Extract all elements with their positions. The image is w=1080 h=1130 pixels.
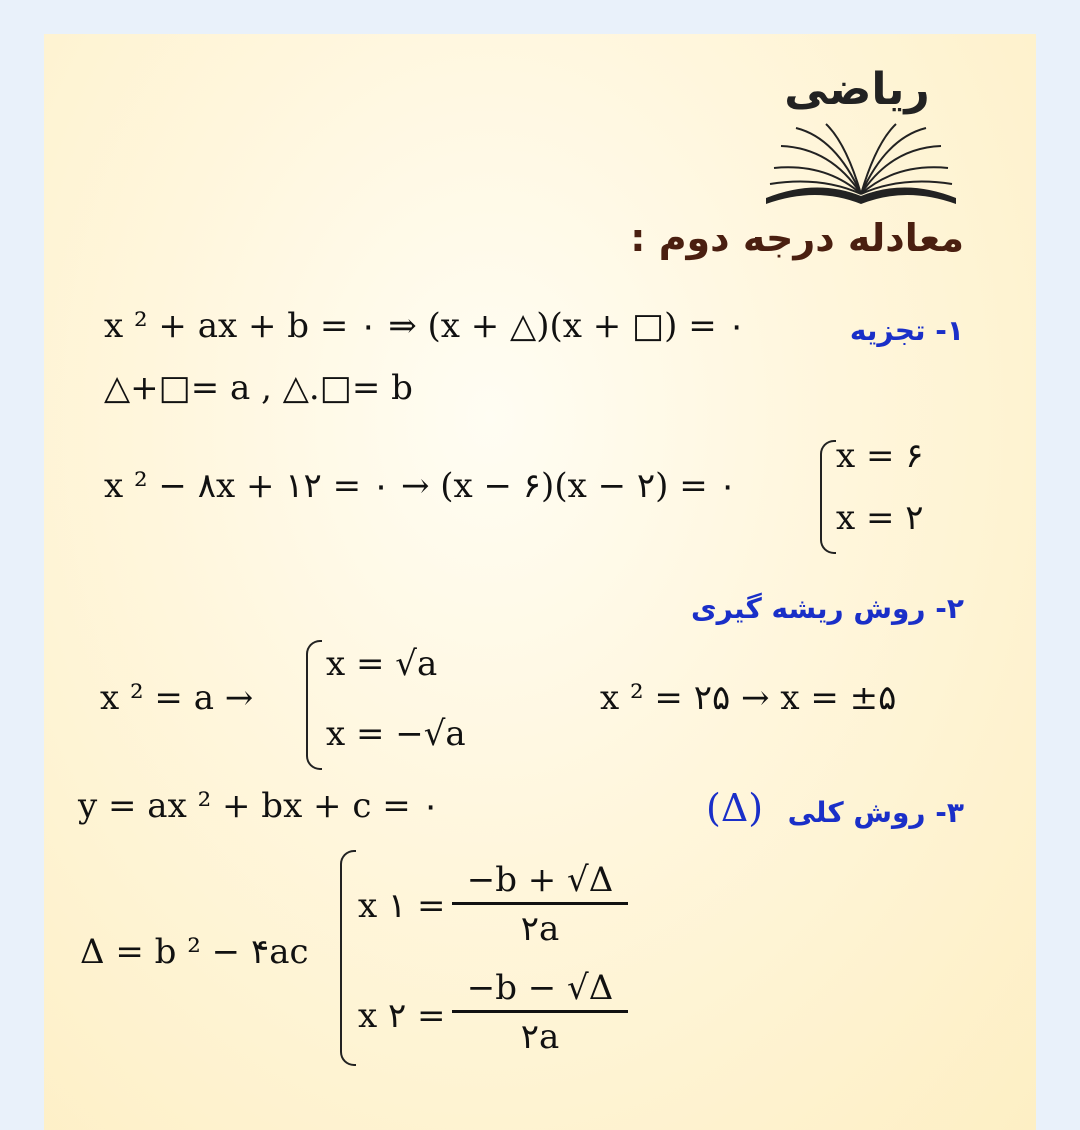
subject-title: ریاضی [784,64,930,115]
x2-fraction-bar [452,1010,628,1013]
root-taking-example: x ² = ۲۵ → x = ±۵ [600,678,897,718]
x1-fraction-bar [452,902,628,905]
root-taking-brace [306,640,322,770]
x2-fraction [452,968,628,1057]
factoring-formula: x ² + ax + b = ۰ ⇒ (x + △)(x + □) = ۰ [104,306,746,346]
x1-numerator: −b + √Δ [466,860,614,900]
x2-label: x ۲ = [358,996,446,1036]
root-taking-heading: ۲- روش ریشه گیری [690,592,964,625]
factoring-example: x ² − ۸x + ۱۲ = ۰ → (x − ۶)(x − ۲) = ۰ [104,466,737,506]
x2-denominator: ۲a [520,1016,560,1057]
x1-fraction [452,860,628,949]
factoring-brace [820,440,836,554]
factoring-root-1: x = ۶ [836,436,924,476]
discriminant-formula: Δ = b ² − ۴ac [80,932,309,972]
page [44,34,1036,1130]
lesson-title: معادله درجه دوم : [630,216,964,260]
factoring-root-2: x = ۲ [836,498,924,538]
root-taking-root-2: x = −√a [326,714,466,754]
x2-numerator: −b − √Δ [466,968,614,1008]
root-taking-root-1: x = √a [326,644,438,684]
general-method-heading: ۳- روش کلی [787,796,964,829]
root-taking-formula: x ² = a → [100,678,254,718]
factoring-heading: ۱- تجزیه [849,314,964,347]
general-brace [340,850,356,1066]
delta-symbol: (Δ) [706,786,764,830]
x1-label: x ۱ = [358,886,446,926]
open-book-icon [756,118,966,208]
factoring-conditions: △+□= a , △.□= b [104,368,413,408]
x1-denominator: ۲a [520,908,560,949]
quadratic-equation: y = ax ² + bx + c = ۰ [78,786,440,826]
